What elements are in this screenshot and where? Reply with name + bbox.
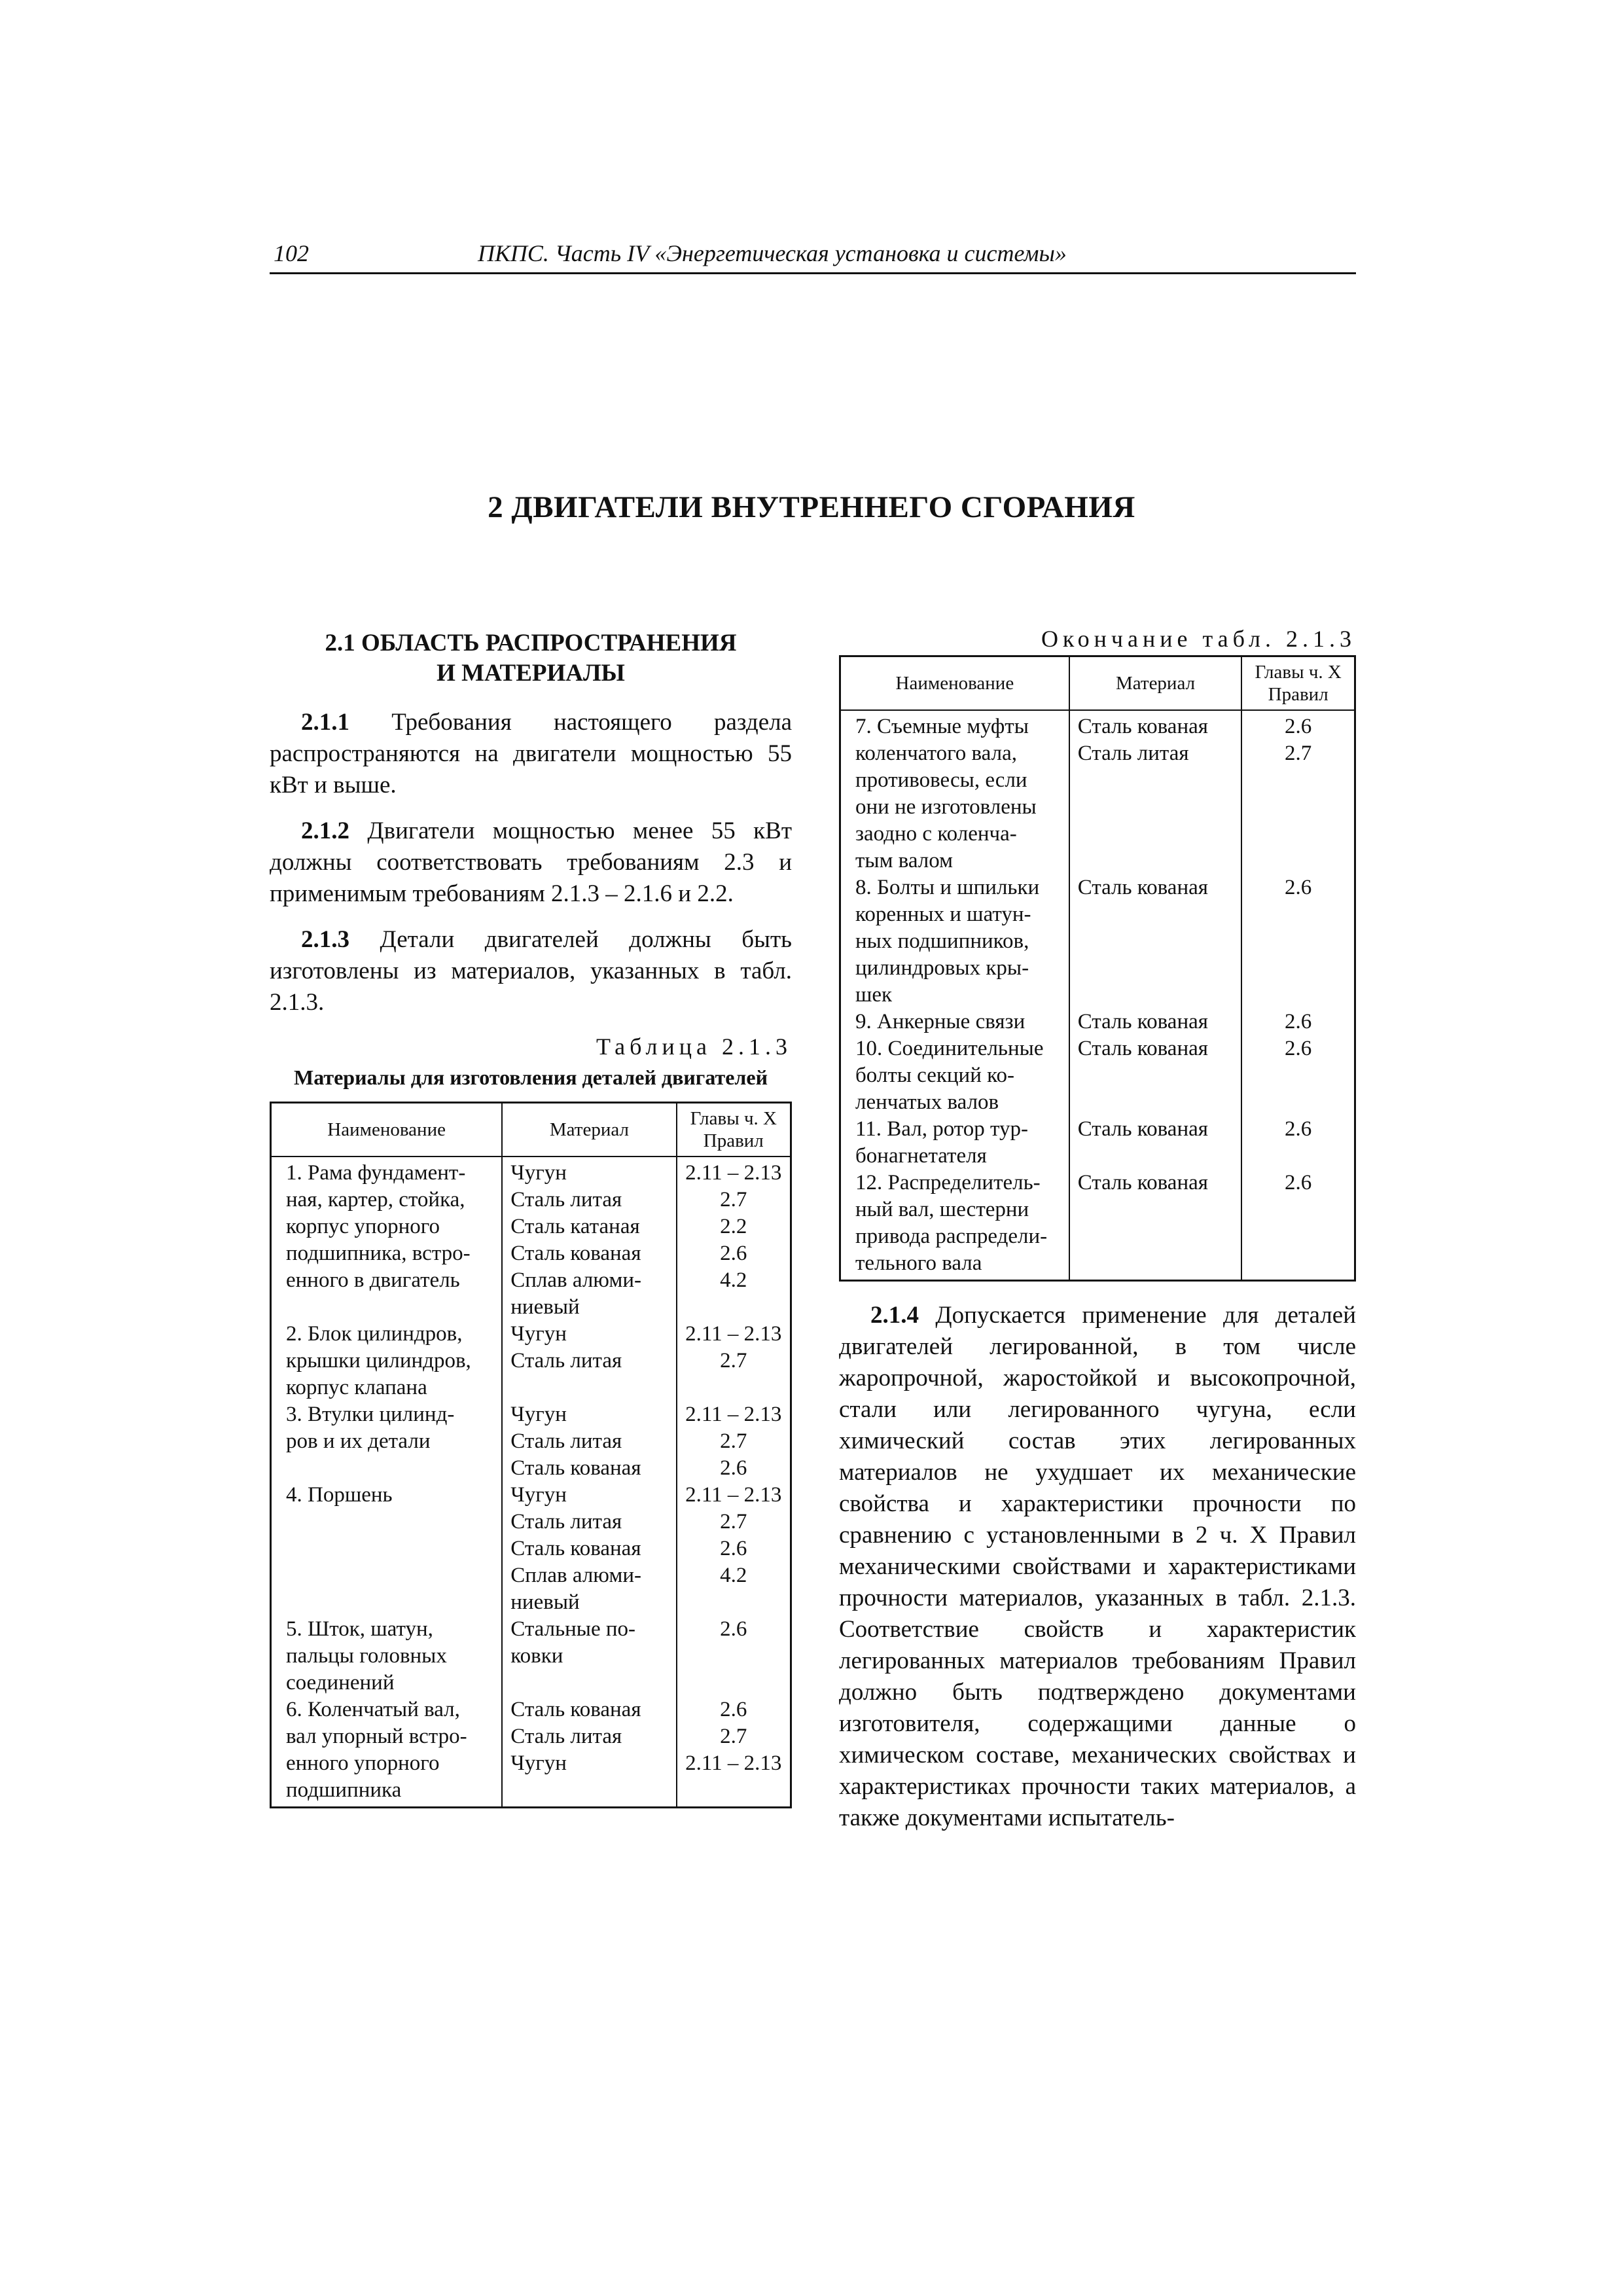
paragraph-number: 2.1.4 <box>870 1302 919 1329</box>
cell-name <box>840 1170 1069 1281</box>
cell-line: Сталь литая <box>510 1510 622 1534</box>
cell-line: ная, картер, стойка, <box>286 1188 465 1211</box>
cell-line: Сталь кованая <box>1077 1117 1208 1141</box>
cell-chapters <box>1241 1116 1355 1170</box>
cell-line: Сталь литая <box>510 1188 622 1211</box>
cell-material <box>1069 1116 1242 1170</box>
cell-line: 2.11 – 2.13 <box>685 1751 782 1775</box>
paragraph-number: 2.1.1 <box>301 709 349 736</box>
cell-line: Чугун <box>510 1483 567 1507</box>
running-title: ПКПС. Часть IV «Энергетическая установка и системы» <box>478 240 1067 266</box>
table-body <box>271 1157 791 1808</box>
cell-line: 2.6 <box>720 1242 747 1265</box>
cell-line: Сталь кованая <box>1077 1037 1208 1060</box>
cell-line: 8. Болты и шпильки <box>855 876 1040 899</box>
cell-line: 9. Анкерные связи <box>855 1010 1026 1033</box>
section-title-line: И МАТЕРИАЛЫ <box>437 660 625 687</box>
paragraph-text: Допускается применение для деталей двигателей легированной, в том числе жаропрочной, жаростойкой и высокопрочной, стали или легированного чугуна, если химический состав этих легированных материалов не ухудшает их механические свойства и характеристики прочности по сравнению с установленными в 2 ч. X Правил механическими свойствами и характеристиками прочности материалов, указанных в табл. 2.1.3. Соответствие свойств и характеристик легированных материалов требованиям Правил должно быть подтверждено документами изготовителя, содержащими данные о химическом составе, механических свойствах и характеристиках прочности таких материалов, а также документами испытатель- <box>839 1302 1356 1831</box>
cell-line: 6. Коленчатый вал, <box>286 1698 460 1721</box>
cell-material <box>502 1616 676 1696</box>
cell-line: Чугун <box>510 1161 567 1185</box>
cell-chapters <box>1241 1035 1355 1116</box>
cell-chapters <box>1241 874 1355 1009</box>
cell-name <box>271 1696 503 1808</box>
cell-line: соединений <box>286 1671 395 1695</box>
chapter-title: 2 ДВИГАТЕЛИ ВНУТРЕННЕГО СГОРАНИЯ <box>488 490 1135 524</box>
cell-line: цилиндровых кры- <box>855 956 1029 980</box>
cell-line: Сталь катаная <box>510 1215 640 1238</box>
cell-line: вал упорный встро- <box>286 1725 467 1748</box>
cell-line: 2.11 – 2.13 <box>685 1161 782 1185</box>
cell-material <box>1069 1170 1242 1281</box>
cell-line: коренных и шатун- <box>855 903 1031 926</box>
cell-line: ров и их детали <box>286 1429 431 1453</box>
cell-line: Стальные по- <box>510 1617 635 1641</box>
header-name: Наименование <box>271 1103 503 1157</box>
cell-name <box>840 874 1069 1009</box>
cell-line: заодно с коленча- <box>855 822 1017 846</box>
cell-line: подшипника, встро- <box>286 1242 471 1265</box>
table-row <box>840 710 1355 874</box>
cell-line: 2.7 <box>720 1725 747 1748</box>
cell-line: ковки <box>510 1644 563 1668</box>
paragraph-text: Двигатели мощностью менее 55 кВт должны соответствовать требованиям 2.3 и применимым требованиям 2.1.3 – 2.1.6 и 2.2. <box>270 817 792 907</box>
cell-chapters <box>1241 1009 1355 1035</box>
section-title-line: 2.1 ОБЛАСТЬ РАСПРОСТРАНЕНИЯ <box>325 630 737 656</box>
cell-line: тельного вала <box>855 1251 982 1275</box>
cell-line: енного в двигатель <box>286 1268 460 1292</box>
table-row <box>840 874 1355 1009</box>
cell-name <box>271 1616 503 1696</box>
page-number: 102 <box>274 240 309 266</box>
table-row <box>271 1696 791 1808</box>
cell-line: 2.2 <box>720 1215 747 1238</box>
cell-name <box>271 1157 503 1321</box>
cell-name <box>840 710 1069 874</box>
cell-line: 2.7 <box>720 1429 747 1453</box>
cell-line: 2.11 – 2.13 <box>685 1483 782 1507</box>
cell-line: 3. Втулки цилинд- <box>286 1403 455 1426</box>
cell-line: 4.2 <box>720 1564 747 1587</box>
table-row <box>271 1157 791 1321</box>
header-material: Материал <box>1069 656 1242 711</box>
cell-line: 11. Вал, ротор тур- <box>855 1117 1028 1141</box>
cell-line: Сталь литая <box>510 1429 622 1453</box>
cell-chapters <box>677 1321 791 1401</box>
cell-line: Сталь кованая <box>510 1537 641 1560</box>
cell-line: 7. Съемные муфты <box>855 715 1029 738</box>
table-row <box>840 1116 1355 1170</box>
cell-line: 2.7 <box>720 1510 747 1534</box>
header-chapters: Главы ч. X Правил <box>1241 656 1355 711</box>
cell-line: подшипника <box>286 1778 402 1802</box>
cell-line: тым валом <box>855 849 954 872</box>
cell-line: 4. Поршень <box>286 1483 393 1507</box>
cell-line: коленчатого вала, <box>855 742 1017 765</box>
cell-chapters <box>1241 1170 1355 1281</box>
table-row <box>271 1482 791 1616</box>
cell-line: 2.6 <box>1285 876 1312 899</box>
cell-line: 2.7 <box>1285 742 1312 765</box>
cell-line: пальцы головных <box>286 1644 447 1668</box>
cell-line: 2.6 <box>1285 1117 1312 1141</box>
cell-chapters <box>677 1696 791 1808</box>
cell-line: корпус упорного <box>286 1215 440 1238</box>
cell-line: 2.6 <box>720 1537 747 1560</box>
cell-line: 2.7 <box>720 1188 747 1211</box>
cell-line: 2.6 <box>1285 1171 1312 1194</box>
header-name: Наименование <box>840 656 1069 711</box>
paragraph-text: Требования настоящего раздела распространяются на двигатели мощностью 55 кВт и выше. <box>270 709 793 798</box>
cell-line: 2.6 <box>1285 1037 1312 1060</box>
cell-line: шек <box>855 983 893 1007</box>
cell-line: Сталь кованая <box>510 1242 641 1265</box>
cell-line: 2.6 <box>1285 1010 1312 1033</box>
cell-material <box>502 1321 676 1401</box>
cell-material <box>502 1157 676 1321</box>
cell-line: 2.7 <box>720 1349 747 1372</box>
cell-name <box>271 1321 503 1401</box>
cell-line: Сталь кованая <box>1077 715 1208 738</box>
cell-chapters <box>677 1482 791 1616</box>
cell-line: корпус клапана <box>286 1376 427 1399</box>
cell-material <box>502 1696 676 1808</box>
cell-line: Чугун <box>510 1403 567 1426</box>
section-title <box>270 628 792 689</box>
table-row <box>840 1170 1355 1281</box>
cell-chapters <box>677 1401 791 1482</box>
cell-chapters <box>677 1616 791 1696</box>
cell-line: 2.6 <box>720 1617 747 1641</box>
paragraph-2-1-1 <box>270 707 792 801</box>
cell-line: Сталь кованая <box>510 1698 641 1721</box>
cell-line: 2. Блок цилиндров, <box>286 1322 463 1346</box>
table-row <box>271 1401 791 1482</box>
cell-material <box>1069 1009 1242 1035</box>
cell-material <box>1069 1035 1242 1116</box>
cell-line: 4.2 <box>720 1268 747 1292</box>
table-title: Материалы для изготовления деталей двигателей <box>293 1066 768 1089</box>
cell-material <box>1069 710 1242 874</box>
cell-line: ниевый <box>510 1590 580 1614</box>
table-row <box>840 1009 1355 1035</box>
cell-line: они не изготовлены <box>855 795 1037 819</box>
cell-material <box>1069 874 1242 1009</box>
materials-table-part2 <box>839 655 1356 1282</box>
cell-line: 2.6 <box>720 1456 747 1480</box>
cell-line: 2.6 <box>720 1698 747 1721</box>
cell-line: Сплав алюми- <box>510 1268 642 1292</box>
cell-line: крышки цилиндров, <box>286 1349 471 1372</box>
cell-line: 2.11 – 2.13 <box>685 1403 782 1426</box>
right-column <box>839 625 1356 1848</box>
running-header <box>270 238 1356 274</box>
cell-name <box>840 1009 1069 1035</box>
cell-line: противовесы, если <box>855 768 1027 792</box>
cell-line: привода распредели- <box>855 1225 1048 1248</box>
cell-line: бонагнетателя <box>855 1144 987 1168</box>
cell-line: 1. Рама фундамент- <box>286 1161 466 1185</box>
table-row <box>840 1035 1355 1116</box>
cell-line: ный вал, шестерни <box>855 1198 1029 1221</box>
paragraph-text: Детали двигателей должны быть изготовлены из материалов, указанных в табл. 2.1.3. <box>270 926 793 1016</box>
header-chapters: Главы ч. X Правил <box>677 1103 791 1157</box>
paragraph-2-1-2 <box>270 816 792 910</box>
cell-line: Сталь литая <box>1077 742 1189 765</box>
cell-line: Сталь литая <box>510 1725 622 1748</box>
cell-line: Сталь литая <box>510 1349 622 1372</box>
cell-line: 2.6 <box>1285 715 1312 738</box>
cell-line: 2.11 – 2.13 <box>685 1322 782 1346</box>
cell-line: Чугун <box>510 1751 567 1775</box>
cell-line: Сплав алюми- <box>510 1564 642 1587</box>
cell-name <box>840 1035 1069 1116</box>
table-row <box>271 1616 791 1696</box>
cell-line: Сталь кованая <box>1077 1171 1208 1194</box>
cell-line: ленчатых валов <box>855 1090 999 1114</box>
paragraph-2-1-3 <box>270 924 792 1018</box>
paragraph-number: 2.1.3 <box>301 926 349 953</box>
cell-line: 5. Шток, шатун, <box>286 1617 433 1641</box>
table-body <box>840 710 1355 1281</box>
cell-line: 10. Соединительные <box>855 1037 1044 1060</box>
header-material: Материал <box>502 1103 676 1157</box>
cell-line: болты секций ко- <box>855 1064 1014 1087</box>
cell-line: енного упорного <box>286 1751 440 1775</box>
paragraph-number: 2.1.2 <box>301 817 349 844</box>
cell-line: ных подшипников, <box>855 929 1029 953</box>
cell-name <box>271 1482 503 1616</box>
cell-material <box>502 1401 676 1482</box>
paragraph-2-1-4 <box>839 1300 1356 1834</box>
cell-chapters <box>677 1157 791 1321</box>
cell-line: Сталь кованая <box>1077 876 1208 899</box>
cell-name <box>271 1401 503 1482</box>
cell-line: Чугун <box>510 1322 567 1346</box>
table-caption: Таблица 2.1.3 <box>596 1033 792 1060</box>
cell-line: ниевый <box>510 1295 580 1319</box>
cell-name <box>840 1116 1069 1170</box>
cell-chapters <box>1241 710 1355 874</box>
table-continuation-caption: Окончание табл. 2.1.3 <box>1041 626 1356 652</box>
table-row <box>271 1321 791 1401</box>
cell-line: Сталь кованая <box>510 1456 641 1480</box>
cell-line: 12. Распределитель- <box>855 1171 1041 1194</box>
left-column <box>270 628 792 1808</box>
materials-table-part1 <box>270 1102 792 1808</box>
cell-line: Сталь кованая <box>1077 1010 1208 1033</box>
cell-material <box>502 1482 676 1616</box>
